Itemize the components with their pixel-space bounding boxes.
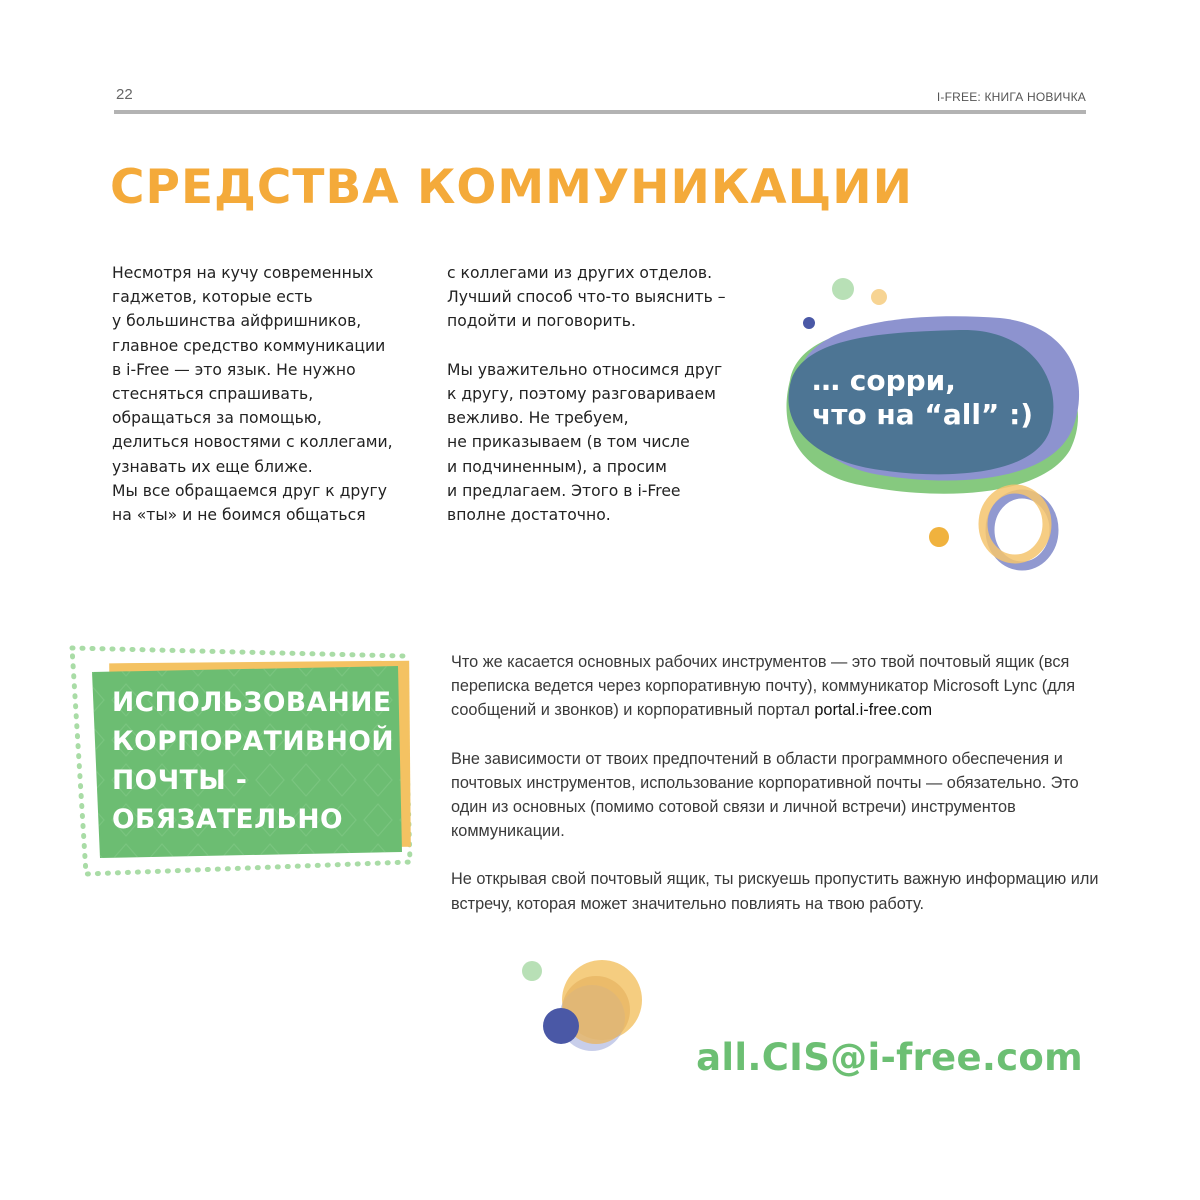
callout-line: ОБЯЗАТЕЛЬНО bbox=[112, 804, 344, 835]
body-column-2: с коллегами из других отделов. Лучший способ что-то выяснить – подойти и поговорить. Мы уважительно относимся друг к другу, поэтому разговариваем вежливо. Не требуем, не приказываем (в том числе и подчиненным), а просим и предлагаем. Этого в i-Free вполне достаточно. bbox=[447, 264, 726, 525]
speech-bubble-text: … сорри, что на “all” :) bbox=[812, 364, 1034, 431]
portal-link[interactable]: portal.i-free.com bbox=[814, 701, 933, 720]
green-dot bbox=[832, 278, 854, 300]
tools-text bbox=[451, 650, 1111, 940]
callout-heading bbox=[112, 683, 412, 839]
tools-paragraph-1 bbox=[451, 650, 1111, 723]
navy-dot bbox=[803, 317, 815, 329]
page-number: 22 bbox=[116, 86, 133, 103]
orange-dot-small bbox=[929, 527, 949, 547]
tools-paragraph-2: Вне зависимости от твоих предпочтений в области программного обеспечения и почтовых инструментов, использование корпоративной почты — обязательно. Это один из основных (помимо сотовой связи и личной встречи) инструментов коммуникации. bbox=[451, 749, 1079, 841]
section-title: СРЕДСТВА КОММУНИКАЦИИ bbox=[110, 160, 913, 215]
callout-line: ИСПОЛЬЗОВАНИЕ bbox=[112, 687, 392, 718]
contact-email[interactable]: all.CIS@i-free.com bbox=[696, 1036, 1083, 1079]
green-dot-bottom bbox=[522, 961, 542, 981]
tools-paragraph-1-text: Что же касается основных рабочих инструментов — это твой почтовый ящик (вся переписка ведется через корпоративную почту), коммуникатор Microsoft Lync (для сообщений и звонков) и корпоративный портал bbox=[451, 653, 1076, 720]
orange-dot bbox=[871, 289, 887, 305]
callout-line: ПОЧТЫ - bbox=[112, 765, 248, 796]
body-column-1: Несмотря на кучу современных гаджетов, которые есть у большинства айфришников, главное средство коммуникации в i-Free — это язык. Не нужно стесняться спрашивать, обращаться за помощью, делиться новостями с коллегами, узнавать их еще ближе. Мы все обращаемся друг к другу на «ты» и не боимся общаться bbox=[112, 264, 393, 525]
tools-paragraph-3: Не открывая свой почтовый ящик, ты рискуешь пропустить важную информацию или встречу, которая может значительно повлиять на твою работу. bbox=[451, 870, 1099, 913]
callout-line: КОРПОРАТИВНОЙ bbox=[112, 726, 395, 757]
running-title: I-FREE: КНИГА НОВИЧКА bbox=[936, 90, 1086, 104]
navy-circle bbox=[543, 1008, 579, 1044]
